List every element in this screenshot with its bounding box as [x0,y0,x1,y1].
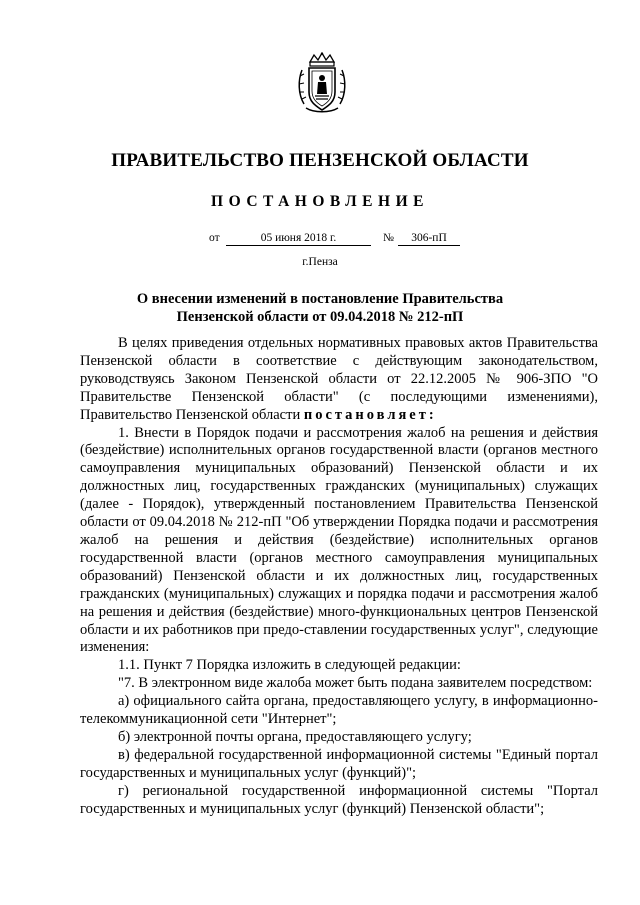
intro-paragraph [80,335,598,425]
paragraph-1-1: 1.1. Пункт 7 Порядка изложить в следующей редакции: [118,657,461,674]
paragraph-v: в) федеральной государственной информационной системы "Единый портал государственных и муниципальных услуг (функций)"; [80,746,598,781]
paragraph-b: б) электронной почты органа, предоставляющего услугу; [118,728,472,745]
paragraph-g: г) региональной государственной информационной системы "Портал государственных и муниципальных услуг (функций) Пензенской области"; [80,782,598,817]
subject-line-2: Пензенской области от 09.04.2018 № 212-пП [176,309,464,325]
document-number: 306-пП [398,232,460,246]
document-type-title: ПОСТАНОВЛЕНИЕ [211,193,429,210]
date-prefix: от [209,232,220,244]
city: г.Пенза [302,256,338,268]
document-subject [0,290,640,326]
coat-of-arms-icon [296,52,348,114]
document-date: 05 июня 2018 г. [226,232,371,246]
subject-line-1: О внесении изменений в постановление Правительства [136,291,504,307]
intro-text: В целях приведения отдельных нормативных правовых актов Правительства Пензенской области в соответствие с действующим законодательством, руководствуясь Законом Пензенской области от 22.12.2005 № 906-ЗПО "О Правительстве Пензенской области" (с последующими изменениями), Правительство Пензенской области [80,335,598,423]
paragraph-1: 1. Внести в Порядок подачи и рассмотрения жалоб на решения и действия (бездействие) исполнительных органов государственной власти (органов местного самоуправления муниципальных образований) Пензенской области и их должностных лиц, государственных гражданских (муниципальных) служащих (далее - Порядок), утвержденный постановлением Правительства Пензенской области от 09.04.2018 № 212-пП "Об утверждении Порядка подачи и рассмотрения жалоб на решения и действия (бездействие) исполнительных органов государственной власти (органов местного самоуправления муниципальных образований) Пензенской области и их должностных лиц, государственных гражданских (муниципальных) служащих и порядка подачи и рассмотрения жалоб на решения и действия (бездействие) много-функциональных центров Пензенской области и их работников при предо-ставлении государственных услуг", следующие изменения: [80,424,598,656]
organization-title: ПРАВИТЕЛЬСТВО ПЕНЗЕНСКОЙ ОБЛАСТИ [111,150,529,171]
number-prefix: № [383,232,394,244]
resolves-word: постановляет: [303,406,437,423]
paragraph-7: "7. В электронном виде жалоба может быть подана заявителем посредством: [118,675,593,692]
paragraph-a: а) официального сайта органа, предоставляющего услугу, в информационно-телекоммуникационной сети "Интернет"; [80,693,598,728]
document-body [80,335,598,818]
